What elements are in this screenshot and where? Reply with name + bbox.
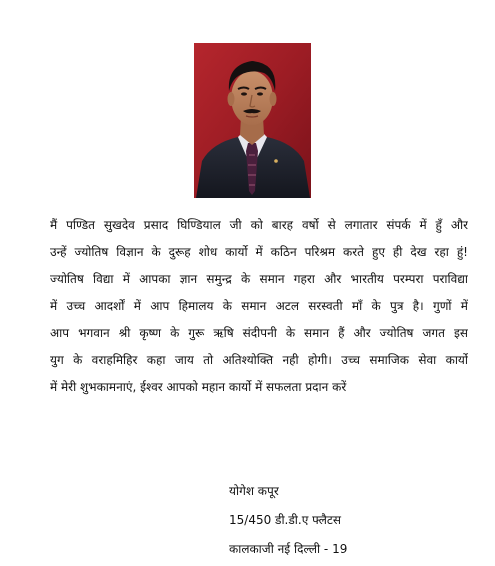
signature-block	[229, 477, 347, 564]
letter-line: ज्योतिष विद्या में आपका ज्ञान समुन्द्र के समान गहरा और भारतीय परम्परा पराविद्या	[50, 272, 468, 286]
signatory-name: योगेश कपूर	[229, 484, 279, 498]
letter-line: मैं पण्डित सुखदेव प्रसाद घिण्डियाल जी को बारह वर्षो से लगातार संपर्क में हुँ और	[50, 218, 468, 232]
letter-line: में उच्च आदर्शों में आप हिमालय के समान अटल सरस्वती माँ के पुत्र है। गुणों में	[50, 299, 468, 313]
portrait-illustration	[194, 43, 311, 198]
letter-line: में मेरी शुभकामनाएं, ईश्वर आपको महान कार्यो में सफलता प्रदान करें	[50, 380, 347, 394]
portrait-photo	[194, 43, 311, 198]
address-line: 15/450 डी.डी.ए फ्लैटस	[229, 513, 342, 527]
letter-line: उन्हें ज्योतिष विज्ञान के दुरूह शोध कार्यो में कठिन परिश्रम करते हुए ही देख रहा हुं!	[50, 245, 468, 259]
letter-body	[50, 212, 468, 401]
letter-line: युग के वराहमिहिर कहा जाय तो अतिश्योक्ति नही होगी। उच्च समाजिक सेवा कार्यो	[50, 353, 468, 367]
letter-line: आप भगवान श्री कृष्ण के गुरू ऋषि संदीपनी के समान हैं और ज्योतिष जगत इस	[50, 326, 468, 340]
address-line: कालकाजी नई दिल्ली - 19	[229, 542, 348, 556]
